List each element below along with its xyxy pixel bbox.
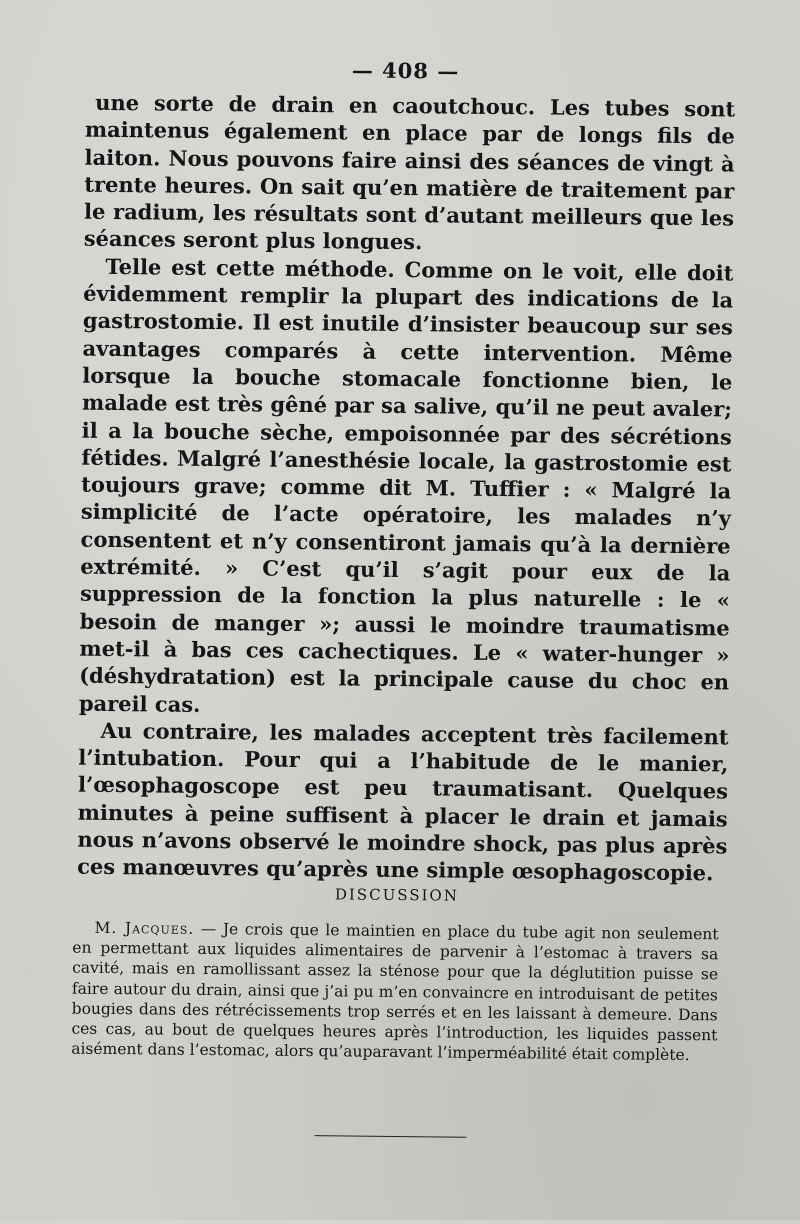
discussion-section <box>71 918 718 1066</box>
discussion-paragraph <box>71 918 718 1066</box>
paragraph-1: une sorte de drain en caoutchouc. Les tubes sont maintenus également en place par de longs fils de laiton. Nous pouvons faire ainsi des séances de vingt à trente heures. On sait qu’en matière de traitement par le radium, les résultats sont d’autant meilleurs que les séances seront plus longues. <box>83 89 736 255</box>
paragraph-3: Au contraire, les malades acceptent très facilement l’intubation. Pour qui a l’habitude de le manier, l’œsophagoscope est peu traumatisant. Quelques minutes à peine suffisent à placer le drain et jamais nous n’avons observé le moindre shock, pas plus après ces manœuvres qu’après une simple œsophagoscopie. <box>77 717 729 886</box>
page-number: — 408 — <box>351 57 460 84</box>
paragraph-2: Telle est cette méthode. Comme on le voit, elle doit évidemment remplir la plupart des indications de la gastrostomie. Il est inutile d’insister beaucoup sur ses avantages comparés à cette intervention. Même lorsque la bouche stomacale fonctionne bien, le malade est très gêné par sa salive, qu’il ne peut avaler; il a la bouche sèche, empoisonnée par des sécrétions fétides. Malgré l’anesthésie locale, la gastrostomie est toujours grave; comme dit M. Tuffier : « Malgré la simplicité de l’acte opératoire, les malades n’y consentent et n’y consentiront jamais qu’à la dernière extrémité. » C’est qu’il s’agit pour eux de la suppression de la fonction la plus naturelle : le « besoin de manger »; aussi le moindre traumatisme met-il à bas ces cachectiques. Le « water-hunger » (déshydratation) est la principale cause du choc en pareil cas. <box>78 253 734 717</box>
main-text <box>77 89 735 887</box>
discussion-text: — Je crois que le maintien en place du tube agit non seulement en permettant aux liquides alimentaires de parvenir à l’estomac à travers sa cavité, mais en ramollissant assez la sténose pour que la déglutition puisse se faire autour du drain, ainsi que j’ai pu m’en convaincre en introduisant de petites bougies dans des rétrécissements trop serrés et en les laissant à demeure. Dans ces cas, au bout de quelques heures après l’introduction, les liquides passent aisément dans l’estomac, alors qu’auparavant l’imperméabilité était complète. <box>71 919 719 1065</box>
end-rule-divider <box>314 1135 466 1138</box>
discussion-heading: DISCUSSION <box>334 885 459 905</box>
speaker-name: M. Jacques. <box>94 918 195 938</box>
